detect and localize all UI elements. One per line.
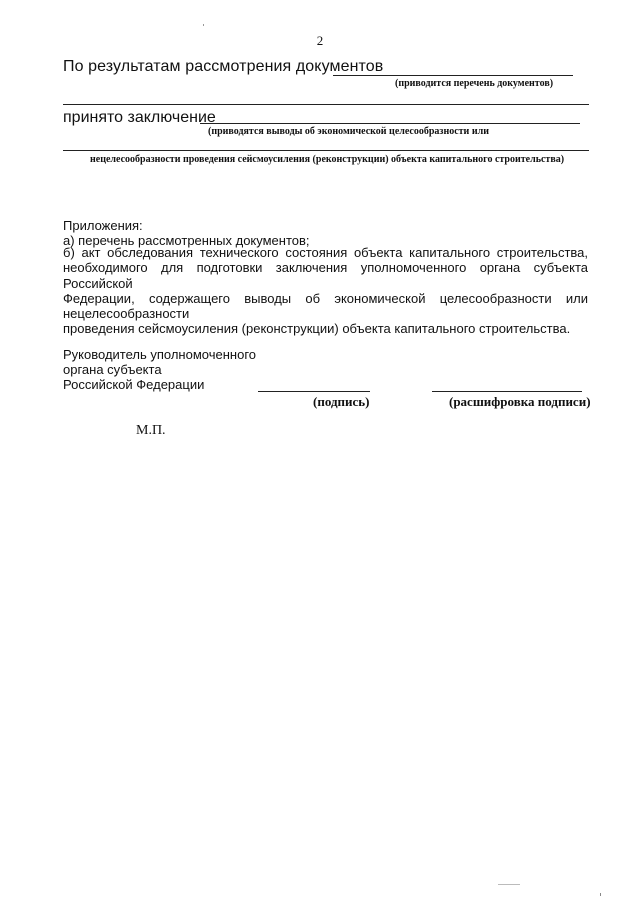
attachment-item-b [63, 245, 588, 337]
scan-artifact [203, 24, 204, 26]
signature-decode-caption: (расшифровка подписи) [449, 394, 591, 409]
documents-review-label: По результатам рассмотрения документов [63, 58, 384, 75]
conclusion-fill-line [200, 123, 580, 124]
conclusion-hint: (приводятся выводы об экономической целесообразности или [208, 126, 489, 137]
attachment-item-b-line: б) акт обследования технического состояния объекта капитального строительства, [63, 245, 588, 260]
stamp-place-label: М.П. [136, 423, 166, 438]
signatory-title-line-1: Руководитель уполномоченного [63, 347, 257, 362]
conclusion-continuation-line [63, 150, 589, 151]
signature-caption: (подпись) [313, 394, 370, 409]
scan-artifact [600, 893, 601, 896]
attachment-item-b-line: проведения сейсмоусиления (реконструкции) объекта капитального строительства. [63, 321, 571, 337]
signatory-title-line-2: органа субъекта [63, 362, 162, 377]
attachment-item-b-line: необходимого для подготовки заключения уполномоченного органа субъекта Российской [63, 260, 588, 291]
documents-list-fill-line [333, 75, 573, 76]
attachment-item-a: а) перечень рассмотренных документов; [63, 233, 310, 248]
signatory-title-line-3: Российской Федерации [63, 377, 205, 392]
attachment-item-b-line: Федерации, содержащего выводы об экономической целесообразности или нецелесообразности [63, 290, 588, 322]
attachments-heading: Приложения: [63, 218, 143, 233]
scan-artifact [498, 884, 520, 885]
documents-list-continuation-line [63, 104, 589, 105]
conclusion-hint-continuation: нецелесообразности проведения сейсмоусиления (реконструкции) объекта капитального строительства) [90, 154, 565, 165]
documents-list-hint: (приводится перечень документов) [395, 78, 554, 89]
conclusion-label: принято заключение [63, 109, 216, 126]
page-number: 2 [316, 33, 324, 48]
signature-line [258, 391, 370, 392]
signature-decode-line [432, 391, 582, 392]
